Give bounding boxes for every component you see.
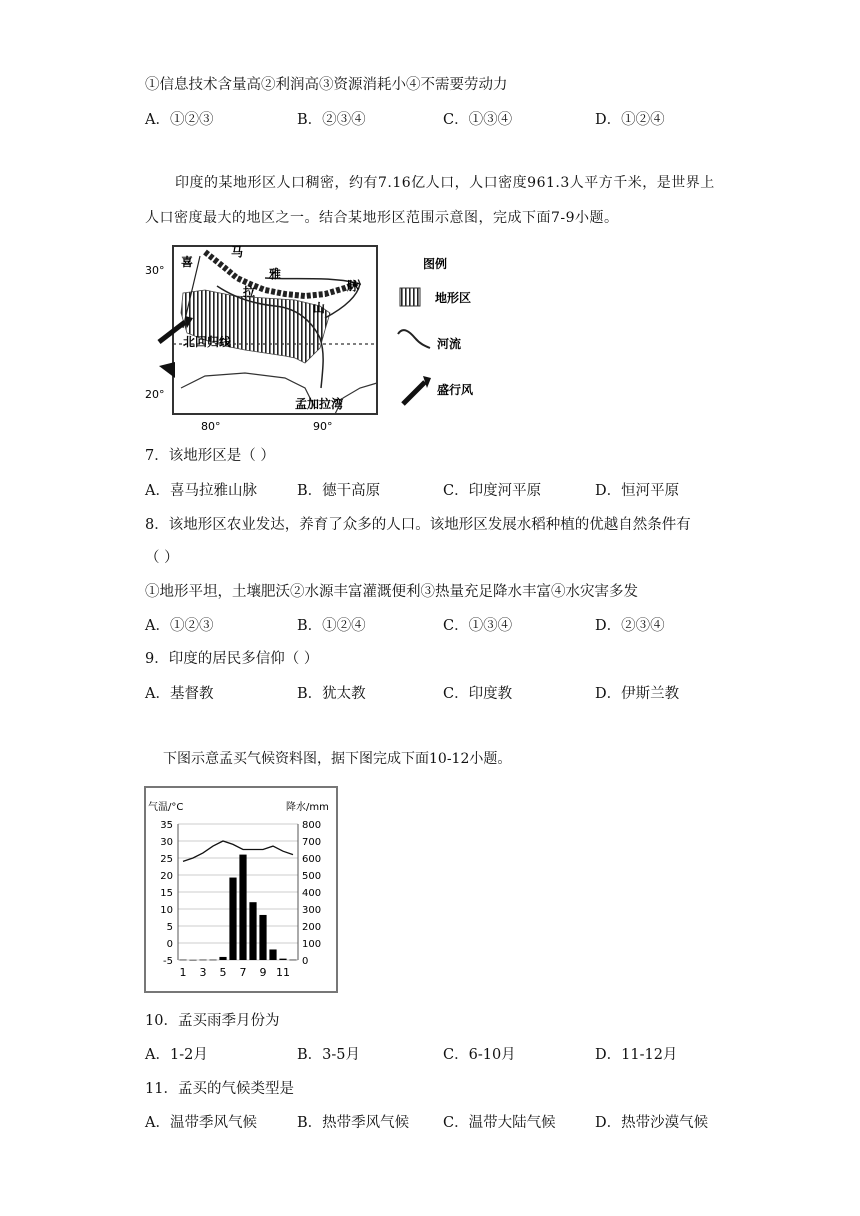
- q10-option-a[interactable]: A．1-2月: [145, 1047, 208, 1063]
- precip-bar: [259, 915, 266, 960]
- q6-option-d[interactable]: D．①②④: [595, 112, 665, 128]
- precip-tick-label: 300: [302, 905, 322, 916]
- temp-tick-label: 15: [160, 888, 173, 899]
- climate-chart: [146, 788, 336, 991]
- temp-tick-label: 20: [160, 871, 173, 882]
- q7-stem: 7．该地形区是（ ）: [145, 448, 275, 464]
- precip-tick-label: 100: [302, 939, 322, 950]
- mountain-char-3: 拉: [243, 285, 256, 299]
- q6-option-b[interactable]: B．②③④: [297, 112, 366, 128]
- q7-option-b[interactable]: B．德干高原: [297, 483, 381, 499]
- lat-label-30: 30°: [145, 264, 165, 277]
- q7-option-d[interactable]: D．恒河平原: [595, 483, 680, 499]
- lon-label-90: 90°: [313, 420, 333, 433]
- precip-tick-label: 700: [302, 837, 322, 848]
- q9-stem: 9．印度的居民多信仰（ ）: [145, 651, 319, 667]
- precip-tick-label: 500: [302, 871, 322, 882]
- precip-bar: [179, 960, 186, 961]
- legend-wind-swatch: [403, 382, 425, 404]
- q8-option-a[interactable]: A．①②③: [145, 618, 214, 634]
- q10-stem: 10．孟买雨季月份为: [145, 1013, 280, 1029]
- q8-option-d[interactable]: D．②③④: [595, 618, 665, 634]
- precip-bar: [209, 960, 216, 961]
- climate-chart-box: [144, 786, 338, 993]
- q9-option-c[interactable]: C．印度教: [443, 686, 513, 702]
- precip-bar: [219, 957, 226, 960]
- precip-bar: [249, 902, 256, 960]
- temp-tick-label: 10: [160, 905, 173, 916]
- wind-arrow-2: [159, 362, 175, 378]
- precip-bar: [239, 855, 246, 960]
- q8-statements: ①地形平坦，土壤肥沃②水源丰富灌溉便利③热量充足降水丰富④水灾害多发: [145, 584, 638, 600]
- q11-option-a[interactable]: A．温带季风气候: [145, 1115, 257, 1131]
- precip-tick-label: 0: [302, 956, 309, 967]
- mountain-char-4: 雅: [269, 267, 282, 281]
- temp-tick-label: 0: [166, 939, 173, 950]
- q9-option-b[interactable]: B．犹太教: [297, 686, 366, 702]
- month-tick-label: 3: [199, 966, 207, 979]
- month-tick-label: 9: [259, 966, 267, 979]
- temp-axis-title: 气温/°C: [148, 802, 184, 813]
- mountain-char-5: 山: [313, 301, 326, 315]
- q6-option-c[interactable]: C．①③④: [443, 112, 513, 128]
- legend-terrain-label: 地形区: [435, 291, 472, 305]
- intro-7-9: 印度的某地形区人口稠密，约有7.16亿人口，人口密度961.3人平方千米，是世界上人口密度最大的地区之一。结合某地形区范围示意图，完成下面7-9小题。: [145, 175, 715, 226]
- temp-tick-label: 5: [166, 922, 173, 933]
- q11-option-b[interactable]: B．热带季风气候: [297, 1115, 410, 1131]
- temp-tick-label: 25: [160, 854, 173, 865]
- mountain-char-6: 脉: [347, 279, 360, 293]
- precip-axis-title: 降水/mm: [286, 802, 329, 813]
- legend-river-swatch: [398, 330, 430, 348]
- q7-option-a[interactable]: A．喜马拉雅山脉: [145, 483, 257, 499]
- q7-option-c[interactable]: C．印度河平原: [443, 483, 542, 499]
- precip-tick-label: 400: [302, 888, 322, 899]
- q8-option-c[interactable]: C．①③④: [443, 618, 513, 634]
- precip-bar: [189, 960, 196, 961]
- precip-bar: [269, 949, 276, 960]
- temp-tick-label: 30: [160, 837, 173, 848]
- precip-bar: [289, 960, 296, 961]
- lat-label-20: 20°: [145, 388, 165, 401]
- precip-bar: [279, 959, 286, 960]
- legend-river-label: 河流: [437, 337, 462, 351]
- temp-tick-label: -5: [163, 956, 173, 967]
- month-tick-label: 11: [276, 966, 290, 979]
- q10-option-c[interactable]: C．6-10月: [443, 1047, 516, 1063]
- precip-tick-label: 800: [302, 820, 322, 831]
- month-tick-label: 5: [219, 966, 227, 979]
- mountain-char-2: 马: [231, 245, 244, 259]
- month-tick-label: 1: [179, 966, 187, 979]
- q8-option-b[interactable]: B．①②④: [297, 618, 366, 634]
- intro-10-12: 下图示意孟买气候资料图，据下图完成下面10-12小题。: [163, 751, 512, 767]
- legend-wind-label: 盛行风: [437, 383, 474, 397]
- precip-bar: [199, 960, 206, 961]
- temp-tick-label: 35: [160, 820, 173, 831]
- terrain-map: [145, 238, 490, 438]
- q10-option-d[interactable]: D．11-12月: [595, 1047, 678, 1063]
- q11-option-d[interactable]: D．热带沙漠气候: [595, 1115, 709, 1131]
- q6-option-a[interactable]: A．①②③: [145, 112, 214, 128]
- month-tick-label: 7: [239, 966, 247, 979]
- q11-option-c[interactable]: C．温带大陆气候: [443, 1115, 556, 1131]
- legend-title: 图例: [423, 257, 448, 271]
- bay-label: 孟加拉湾: [295, 397, 344, 411]
- q11-stem: 11．孟买的气候类型是: [145, 1081, 294, 1097]
- q9-option-d[interactable]: D．伊斯兰教: [595, 686, 680, 702]
- q9-option-a[interactable]: A．基督教: [145, 686, 214, 702]
- precip-tick-label: 200: [302, 922, 322, 933]
- precip-bar: [229, 878, 236, 960]
- q8-stem: 8．该地形区农业发达，养育了众多的人口。该地形区发展水稻种植的优越自然条件有: [145, 517, 691, 533]
- q10-option-b[interactable]: B．3-5月: [297, 1047, 361, 1063]
- mountain-char-1: 喜: [181, 255, 194, 269]
- legend-terrain-swatch: [400, 288, 420, 306]
- lon-label-80: 80°: [201, 420, 221, 433]
- tropic-label: 北回归线: [183, 335, 232, 349]
- q8-stem-cont: （ ）: [145, 550, 179, 566]
- precip-tick-label: 600: [302, 854, 322, 865]
- q6-statements: ①信息技术含量高②利润高③资源消耗小④不需要劳动力: [145, 77, 508, 93]
